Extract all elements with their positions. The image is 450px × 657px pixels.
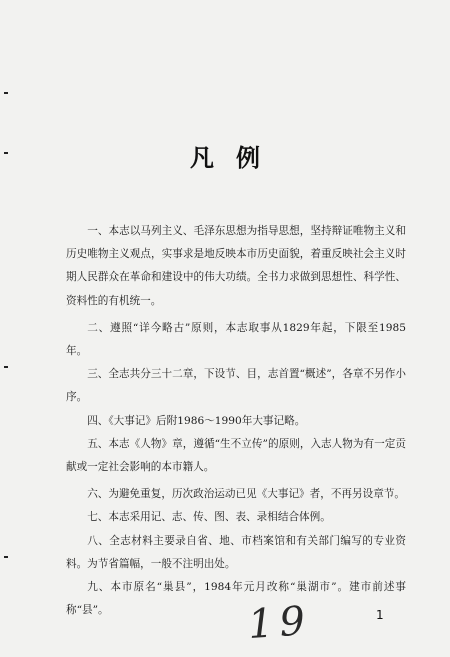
page-number: 1 bbox=[376, 608, 384, 622]
paragraph-4: 四、《大事记》后附1986～1990年大事记略。 bbox=[87, 414, 306, 427]
paragraph-3: 三、全志共分三十二章，下设节、目，志首置“概述”，各章不另作小序。 bbox=[66, 368, 406, 404]
paragraph-8: 八、全志材料主要录自省、地、市档案馆和有关部门编写的专业资料。为节省篇幅，一般不注明出处。 bbox=[66, 534, 406, 570]
paragraph-2: 二、遵照“详今略古”原则，本志取事从1829年起，下限至1985年。 bbox=[66, 321, 406, 358]
margin-mark bbox=[4, 366, 8, 368]
margin-mark bbox=[4, 92, 8, 94]
paragraph-1: 一、本志以马列主义、毛泽东思想为指导思想，坚持辩证唯物主义和历史唯物主义观点，实事求是地反映本市历史面貌，着重反映社会主义时期人民群众在革命和建设中的伟大功绩。全书力求做到思想性、科学性、资料性的有机统一。 bbox=[66, 225, 406, 307]
paragraph-7: 七、本志采用记、志、传、图、表、录相结合体例。 bbox=[87, 511, 331, 524]
margin-mark bbox=[4, 556, 8, 558]
page-title: 凡例 bbox=[190, 144, 282, 172]
paragraph-9: 九、本市原名“巢县”，1984年元月改称“巢湖市”。建市前述事称“县”。 bbox=[66, 581, 406, 617]
paragraph-5: 五、本志《人物》章，遵循“生不立传”的原则，入志人物为有一定贡献或一定社会影响的本市籍人。 bbox=[66, 437, 406, 474]
document-body bbox=[66, 220, 406, 622]
paragraph-6: 六、为避免重复，历次政治运动已见《大事记》者，不再另设章节。 bbox=[87, 488, 405, 501]
handwritten-number: 19 bbox=[246, 597, 313, 649]
